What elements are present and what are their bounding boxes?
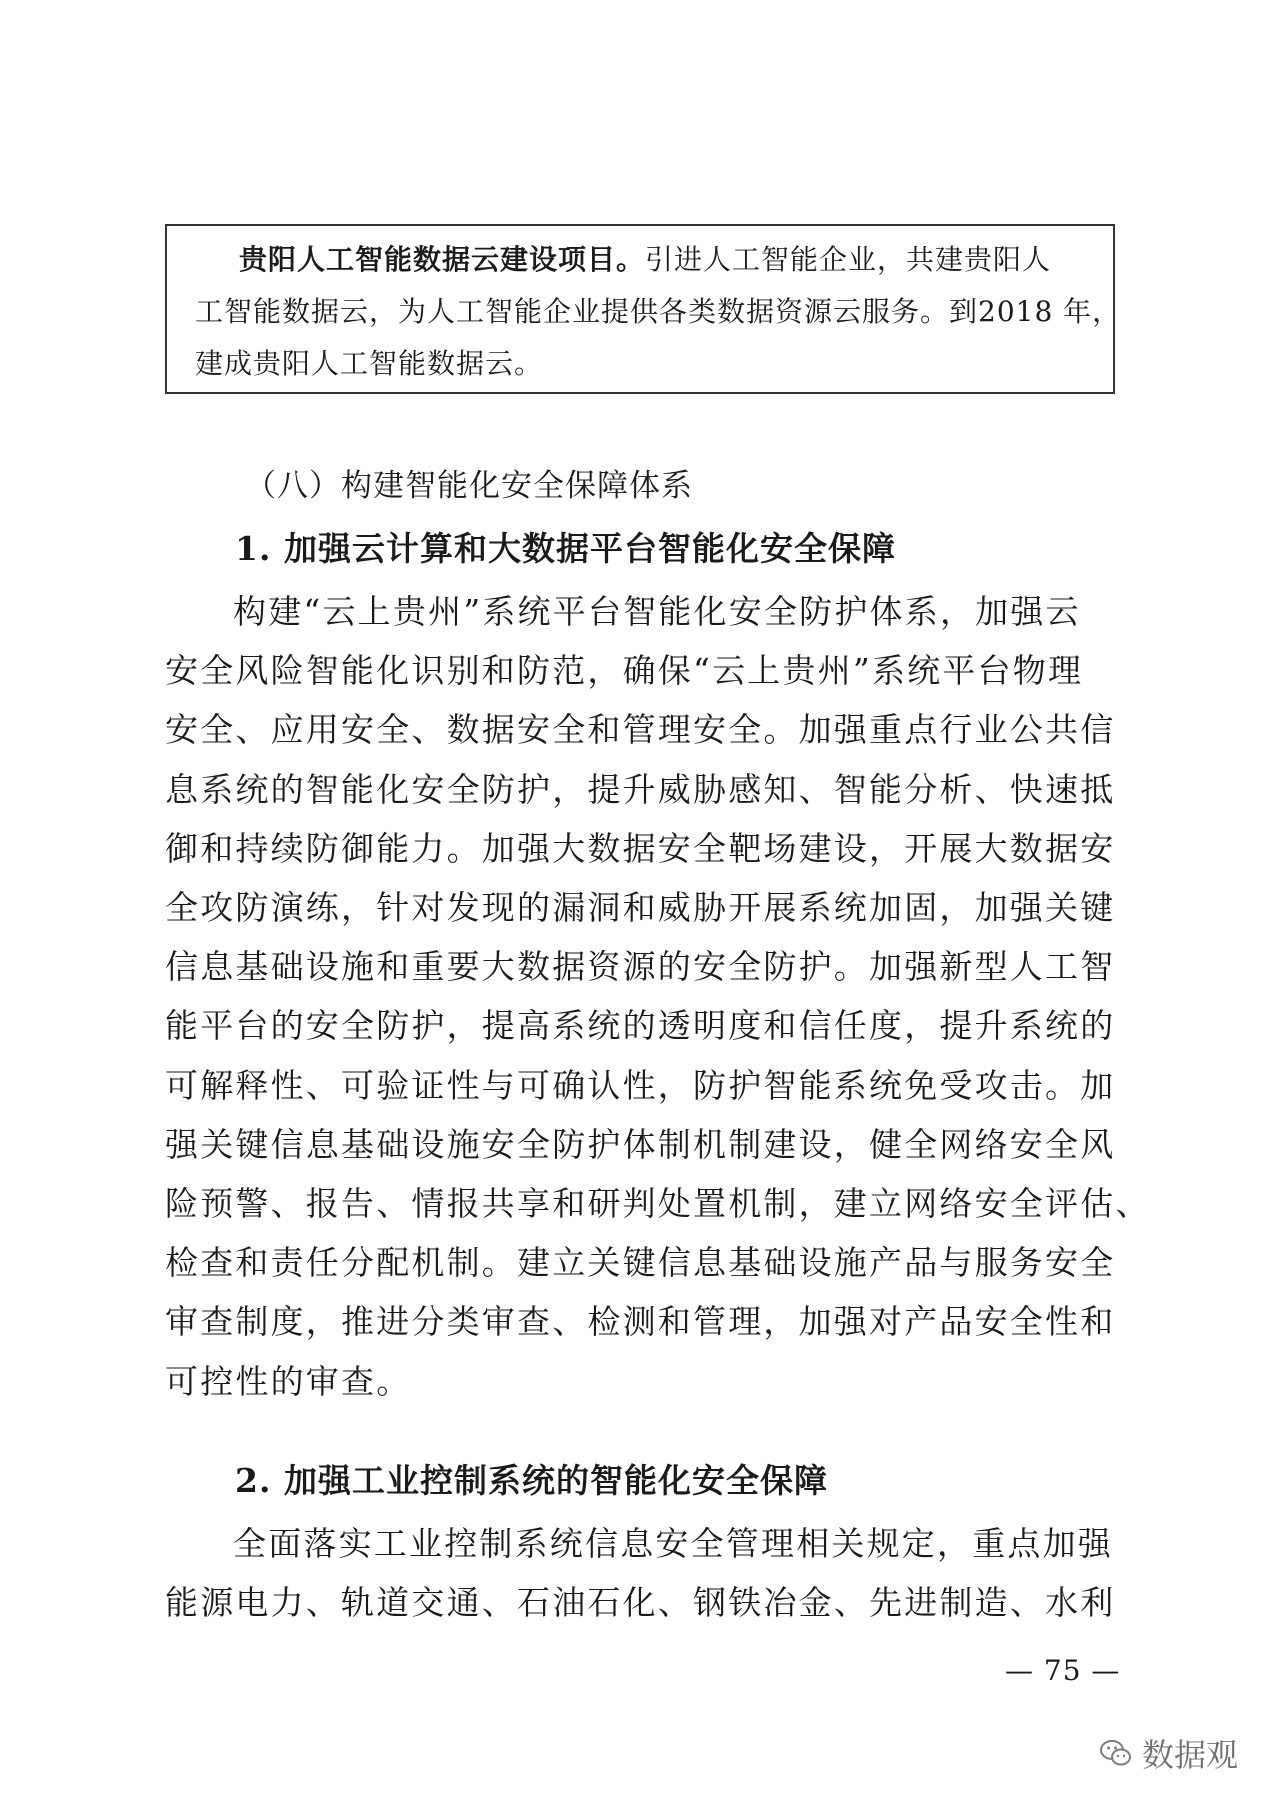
boxed-note-line-1 <box>195 234 1093 286</box>
boxed-project-note <box>165 224 1122 394</box>
subsection-1-paragraph-line: 可解释性、可验证性与可确认性，防护智能系统免受攻击。加 <box>165 1065 1116 1105</box>
boxed-note-line-3: 建成贵阳人工智能数据云。 <box>195 347 544 380</box>
subsection-1-paragraph-line: 信息基础设施和重要大数据资源的安全防护。加强新型人工智 <box>165 947 1116 987</box>
watermark-text: 数据观 <box>1142 1736 1239 1774</box>
subsection-2-heading: 2. 加强工业控制系统的智能化安全保障 <box>235 1461 828 1500</box>
section-heading: （八）构建智能化安全保障体系 <box>245 468 693 504</box>
subsection-1-paragraph-line: 险预警、报告、情报共享和研判处置机制，建立网络安全评估、 <box>165 1184 1151 1223</box>
watermark <box>1098 1730 1238 1776</box>
wechat-icon <box>1098 1735 1134 1771</box>
subsection-1-paragraph-line: 安全风险智能化识别和防范，确保“云上贵州”系统平台物理 <box>165 651 1084 691</box>
page-number: — 75 — <box>1005 1654 1121 1687</box>
subsection-1-paragraph-line: 全攻防演练，针对发现的漏洞和威胁开展系统加固，加强关键 <box>165 888 1116 927</box>
boxed-note-line-1-text: 引进人工智能企业，共建贵阳人 <box>645 243 1052 276</box>
subsection-1-paragraph-line: 强关键信息基础设施安全防护体制机制建设，健全网络安全风 <box>165 1124 1116 1164</box>
subsection-1-heading: 1. 加强云计算和大数据平台智能化安全保障 <box>235 529 896 568</box>
subsection-1-paragraph-line: 可控性的审查。 <box>165 1361 412 1401</box>
subsection-1-paragraph-line: 安全、应用安全、数据安全和管理安全。加强重点行业公共信 <box>165 710 1116 750</box>
subsection-1-paragraph-line: 构建“云上贵州”系统平台智能化安全防护体系，加强云 <box>233 592 1081 631</box>
subsection-2-paragraph-line: 能源电力、轨道交通、石油石化、钢铁冶金、先进制造、水利 <box>165 1583 1116 1622</box>
subsection-1-paragraph-line: 御和持续防御能力。加强大数据安全靶场建设，开展大数据安 <box>165 828 1116 868</box>
subsection-1-paragraph-line: 检查和责任分配机制。建立关键信息基础设施产品与服务安全 <box>165 1243 1116 1283</box>
subsection-1-paragraph-line: 息系统的智能化安全防护，提升威胁感知、智能分析、快速抵 <box>165 769 1116 809</box>
boxed-note-title: 贵阳人工智能数据云建设项目。 <box>239 243 646 276</box>
subsection-2-paragraph-line: 全面落实工业控制系统信息安全管理相关规定，重点加强 <box>233 1524 1113 1563</box>
subsection-1-paragraph-line: 能平台的安全防护，提高系统的透明度和信任度，提升系统的 <box>165 1006 1116 1046</box>
boxed-note-line-2: 工智能数据云，为人工智能企业提供各类数据资源云服务。到2018 年， <box>195 295 1122 328</box>
subsection-1-paragraph-line: 审查制度，推进分类审查、检测和管理，加强对产品安全性和 <box>165 1302 1116 1342</box>
